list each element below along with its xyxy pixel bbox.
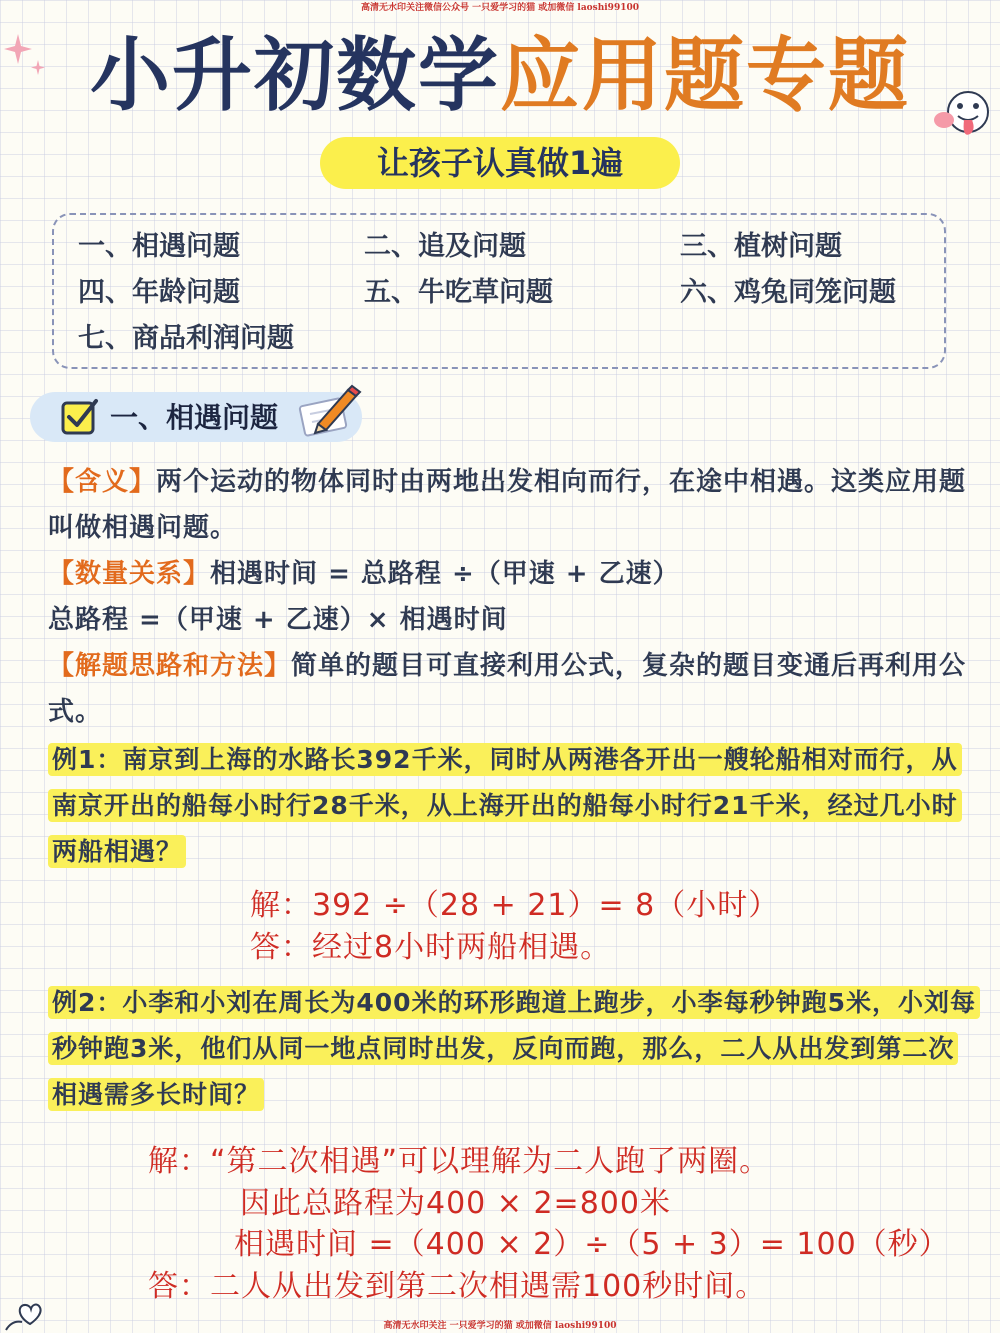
relation-label: 【数量关系】 xyxy=(48,559,211,589)
pencil-paper-icon xyxy=(296,382,362,438)
example-1-answer: 答：经过8小时两船相遇。 xyxy=(250,930,612,965)
example-1-question-text: 例1：南京到上海的水路长392千米，同时从两港各开出一艘轮船相对而行，从南京开出的船每小时行28千米，从上海开出的船每小时行21千米，经过几小时两船相遇？ xyxy=(48,743,962,868)
title-part-1: 小升初数学 xyxy=(90,29,500,122)
meaning-paragraph xyxy=(48,459,968,551)
toc-item: 四、年龄问题 xyxy=(78,277,240,308)
watermark-top: 高清无水印关注微信公众号 一只爱学习的猫 或加微信 laoshi99100 xyxy=(361,3,639,13)
smiley-face-icon xyxy=(928,86,998,148)
relation-line-1 xyxy=(48,551,968,597)
method-text: 简单的题目可直接利用公式，复杂的题目变通后再利用公式。 xyxy=(48,651,967,727)
section-title: 一、相遇问题 xyxy=(110,401,279,434)
watermark-bottom: 高清无水印关注 一只爱学习的猫 或加微信 laoshi99100 xyxy=(383,1321,617,1331)
example-2-answer: 答：二人从出发到第二次相遇需100秒时间。 xyxy=(148,1269,767,1304)
example-2-solution-line-1: 解：“第二次相遇”可以理解为二人跑了两圈。 xyxy=(148,1144,771,1179)
example-2-solution-line-3: 相遇时间 =（400 × 2）÷（5 + 3）= 100（秒） xyxy=(234,1227,950,1262)
relation-formula-1: 相遇时间 = 总路程 ÷（甲速 + 乙速） xyxy=(210,559,680,589)
checkbox-icon xyxy=(60,397,100,437)
example-1-question xyxy=(48,737,978,875)
method-paragraph xyxy=(48,643,968,735)
title-part-2: 应用题专题 xyxy=(500,29,910,122)
meaning-text: 两个运动的物体同时由两地出发相向而行，在途中相遇。这类应用题叫做相遇问题。 xyxy=(48,467,967,543)
toc-item: 五、牛吃草问题 xyxy=(364,277,553,308)
meaning-label: 【含义】 xyxy=(48,467,157,497)
example-2-question xyxy=(48,980,978,1118)
relation-formula-2: 总路程 =（甲速 + 乙速）× 相遇时间 xyxy=(48,605,508,635)
method-label: 【解题思路和方法】 xyxy=(48,651,292,681)
example-1-solution: 解：392 ÷（28 + 21）= 8（小时） xyxy=(250,888,780,923)
toc-item: 六、鸡兔同笼问题 xyxy=(680,277,896,308)
subtitle-pill: 让孩子认真做1遍 xyxy=(320,137,680,189)
toc-item: 一、相遇问题 xyxy=(78,231,240,262)
example-2-solution-line-2: 因此总路程为400 × 2=800米 xyxy=(240,1186,671,1221)
example-2-question-text: 例2：小李和小刘在周长为400米的环形跑道上跑步，小李每秒钟跑5米，小刘每秒钟跑3米，他们从同一地点同时出发，反向而跑，那么，二人从出发到第二次相遇需多长时间？ xyxy=(48,986,980,1111)
page-title xyxy=(0,28,1000,124)
toc-item: 七、商品利润问题 xyxy=(78,323,294,354)
toc-item: 三、植树问题 xyxy=(680,231,842,262)
toc-item: 二、追及问题 xyxy=(364,231,526,262)
